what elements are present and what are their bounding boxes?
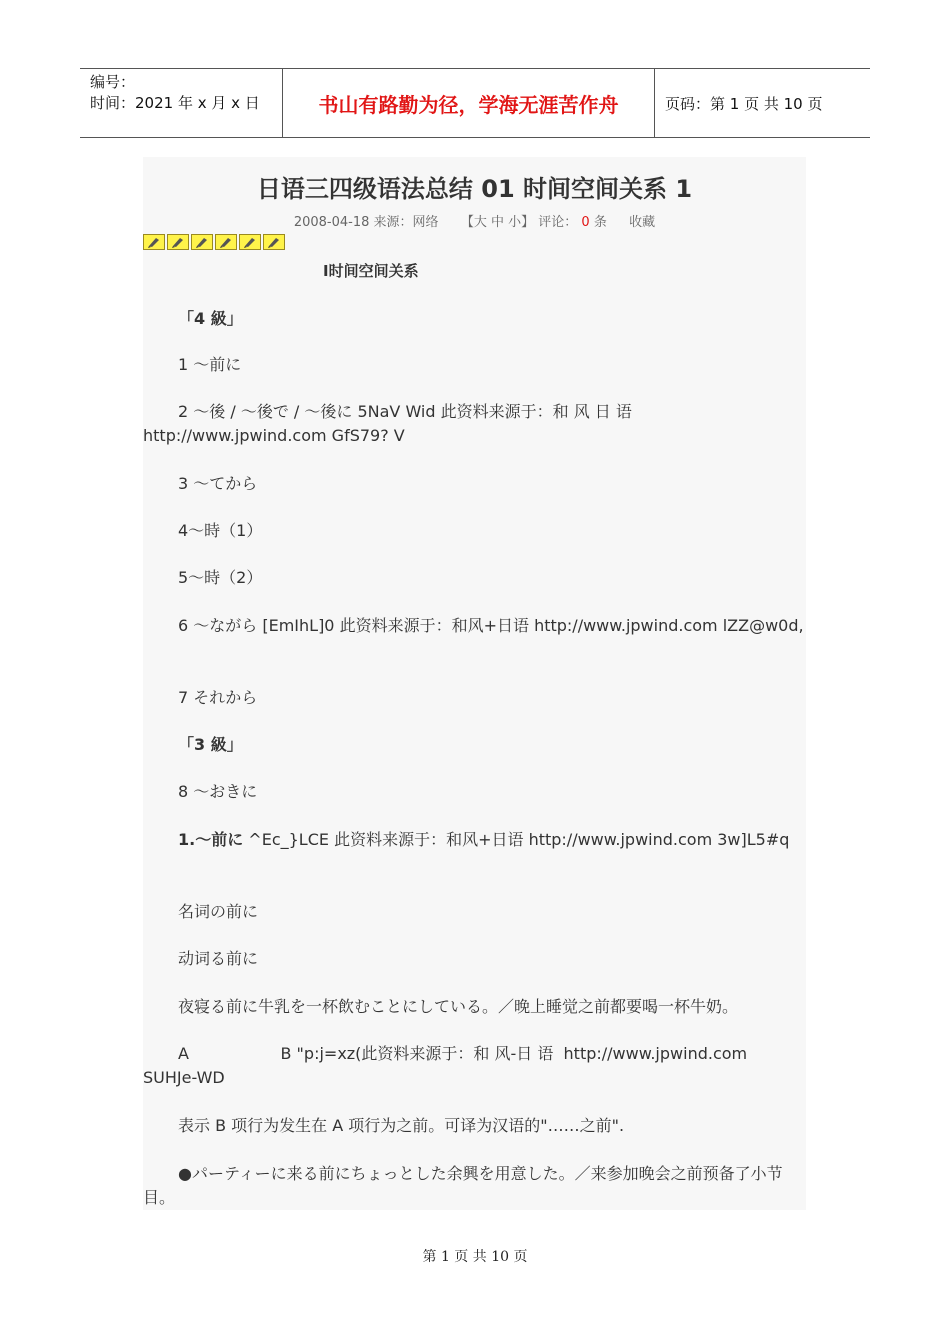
pen-icon — [191, 234, 213, 250]
page-footer: 第 1 页 共 10 页 — [422, 1249, 528, 1265]
level3-heading: 「3 級」 — [178, 735, 243, 754]
article-content — [143, 157, 806, 1210]
pattern-line: 名词の前に — [178, 902, 259, 921]
list-item: 2 ～後 / ～後で / ～後に 5NaV Wid 此资料来源于：和 风 日 语 http://www.jpwind.com GfS79? V — [143, 402, 632, 445]
grammar-point-title: 1.～前に — [178, 830, 244, 849]
comment-label: 评论： — [538, 215, 578, 230]
grammar-point-heading — [143, 828, 806, 852]
header-motto: 书山有路勤为径，学海无涯苦作舟 — [282, 69, 655, 137]
list-item: 7 それから — [178, 688, 258, 707]
date-label: 时间：2021 年 x 月 x 日 — [90, 94, 260, 112]
font-size-switcher[interactable]: 【大 中 小】 — [460, 215, 535, 230]
list-item: 1 ～前に — [178, 355, 242, 374]
pen-icon — [263, 234, 285, 250]
meta-date: 2008-04-18 — [293, 215, 370, 230]
pattern-line: 动词る前に — [178, 949, 259, 968]
icon-strip — [143, 234, 287, 250]
document-header — [80, 68, 870, 138]
header-page-label: 页码：第 1 页 共 10 页 — [665, 94, 823, 113]
pen-icon — [167, 234, 189, 250]
example-sentence: ●パーティーに来る前にちょっとした余興を用意した。／来参加晚会之前预备了小节目。 — [143, 1164, 783, 1207]
article-title: 日语三四级语法总结 01 时间空间关系 1 — [256, 175, 693, 203]
meta-source: 来源：网络 — [373, 215, 439, 230]
article-meta — [143, 211, 806, 230]
number-label: 编号： — [90, 73, 136, 91]
list-item: 4～時（1） — [178, 521, 263, 540]
ab-pattern-line: A B "p:j=xz(此资料来源于：和 风-日 语 http://www.jpwind.com SUHJe-WD — [143, 1044, 753, 1087]
list-item: 8 ～おきに — [178, 782, 258, 801]
list-item: 5～時（2） — [178, 568, 263, 587]
pen-icon — [239, 234, 261, 250]
explanation-line: 表示 B 项行为发生在 A 项行为之前。可译为汉语的"……之前". — [178, 1116, 625, 1135]
grammar-point-source: ^Ec_}LCE 此资料来源于：和风+日语 http://www.jpwind.com 3w]L5#q — [243, 830, 790, 849]
pen-icon — [215, 234, 237, 250]
pen-icon — [143, 234, 165, 250]
comment-suffix: 条 — [593, 215, 607, 230]
section-title: Ⅰ时间空间关系 — [323, 262, 419, 280]
header-info-cell — [80, 69, 282, 137]
example-sentence: 夜寝る前に牛乳を一杯飲むことにしている。／晚上睡觉之前都要喝一杯牛奶。 — [178, 997, 739, 1016]
list-item: 3 ～てから — [178, 474, 258, 493]
level4-heading: 「4 級」 — [178, 309, 243, 328]
comment-count[interactable]: 0 — [581, 215, 590, 230]
list-item: 6 ～ながら [EmIhL]0 此资料来源于：和风+日语 http://www.jpwind.com lZZ@w0d, — [178, 616, 804, 635]
favorite-link[interactable]: 收藏 — [629, 215, 656, 230]
